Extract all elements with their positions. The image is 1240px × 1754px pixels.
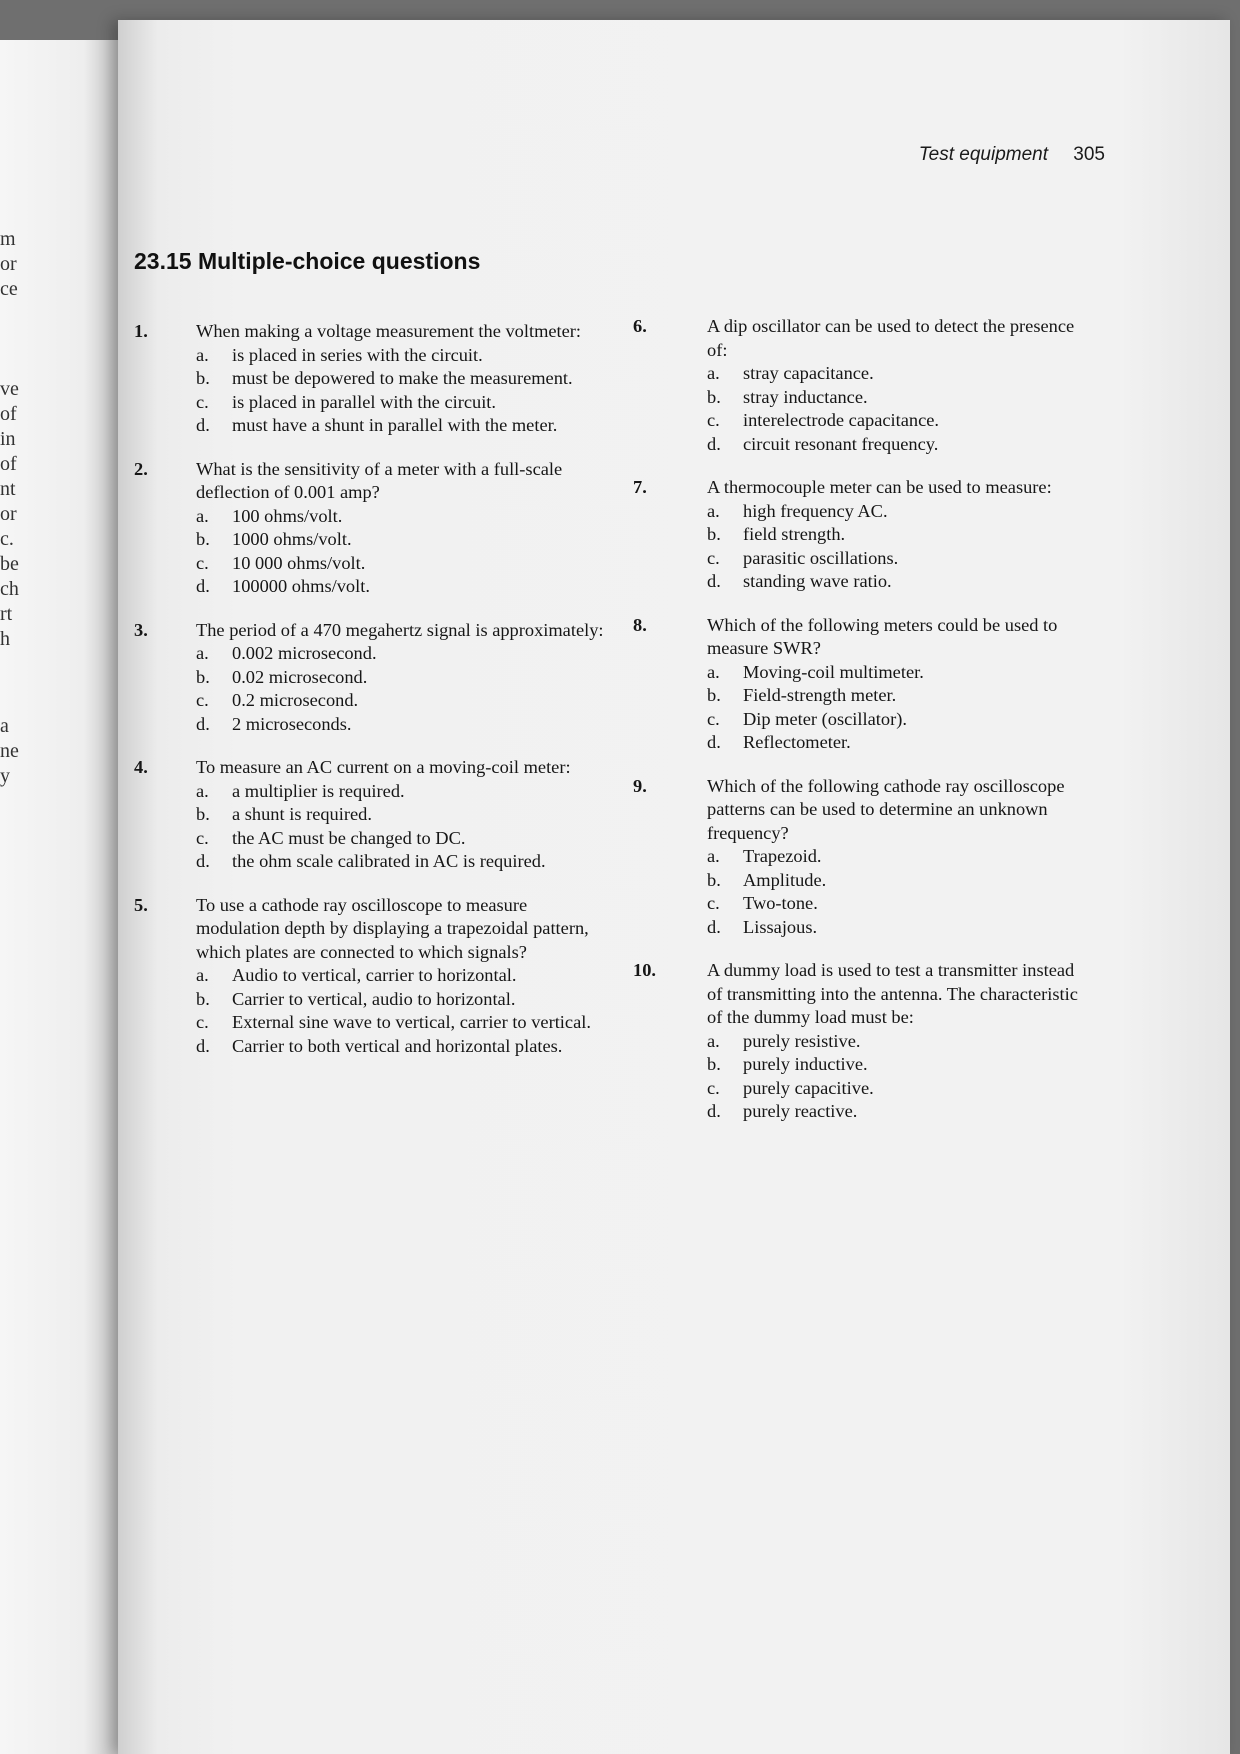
question-item	[633, 775, 1093, 940]
facing-page-fragment: of	[0, 403, 17, 425]
question-body	[707, 476, 1093, 594]
page-number: 305	[1073, 144, 1105, 165]
option-text: Dip meter (oscillator).	[743, 708, 907, 729]
question-number: 4.	[134, 757, 148, 777]
answer-option	[707, 892, 1093, 916]
question-item	[134, 894, 604, 1059]
option-letter: a.	[707, 363, 720, 383]
answer-option	[196, 528, 604, 552]
facing-page-fragment: be	[0, 553, 19, 575]
answer-option	[196, 988, 604, 1012]
question-stem: To use a cathode ray oscilloscope to measure modulation depth by displaying a trapezoidal pattern, which plates are connected to which signals?	[196, 894, 589, 962]
facing-page-fragment: ch	[0, 578, 19, 600]
question-item	[134, 619, 604, 737]
answer-option	[196, 689, 604, 713]
answer-options	[707, 362, 1093, 456]
running-head-title: Test equipment	[918, 144, 1049, 165]
facing-page-fragment: ve	[0, 378, 19, 400]
facing-page-fragment: c.	[0, 528, 14, 550]
question-number: 6.	[633, 316, 647, 336]
option-text: External sine wave to vertical, carrier to vertical.	[232, 1012, 591, 1032]
answer-option	[196, 666, 604, 690]
question-stem: To measure an AC current on a moving-coil meter:	[196, 757, 571, 777]
option-text: 100000 ohms/volt.	[232, 576, 370, 596]
answer-option	[707, 869, 1093, 893]
option-letter: b.	[196, 988, 210, 1009]
question-item	[134, 756, 604, 874]
option-text: Lissajous.	[743, 916, 818, 937]
answer-option	[707, 708, 1093, 732]
answer-options	[196, 780, 604, 874]
option-text: Carrier to both vertical and horizontal plates.	[232, 1035, 563, 1056]
option-letter: a.	[196, 643, 209, 663]
question-item	[633, 315, 1093, 456]
answer-option	[707, 661, 1093, 685]
option-text: Audio to vertical, carrier to horizontal.	[232, 965, 517, 985]
question-item	[134, 320, 604, 438]
option-text: purely capacitive.	[743, 1077, 874, 1098]
answer-option	[707, 845, 1093, 869]
option-text: stray capacitance.	[743, 363, 874, 383]
option-letter: c.	[707, 547, 720, 568]
facing-page-edge	[0, 40, 120, 1754]
question-stem: The period of a 470 megahertz signal is approximately:	[196, 619, 604, 640]
facing-page-fragment: of	[0, 453, 17, 475]
option-text: Reflectometer.	[743, 732, 851, 752]
option-text: parasitic oscillations.	[743, 547, 899, 568]
question-stem: Which of the following meters could be used to measure SWR?	[707, 614, 1058, 658]
answer-option	[707, 433, 1093, 457]
answer-option	[196, 344, 604, 368]
answer-option	[196, 803, 604, 827]
option-text: a multiplier is required.	[232, 780, 405, 801]
option-letter: b.	[196, 529, 210, 549]
option-letter: b.	[196, 666, 210, 687]
question-stem: A thermocouple meter can be used to measure:	[707, 477, 1052, 497]
answer-options	[707, 500, 1093, 594]
answer-option	[707, 1030, 1093, 1054]
answer-option	[707, 362, 1093, 386]
option-text: is placed in series with the circuit.	[232, 344, 483, 365]
option-letter: d.	[196, 851, 210, 871]
option-text: the AC must be changed to DC.	[232, 827, 466, 848]
answer-option	[707, 916, 1093, 940]
facing-page-fragment: m	[0, 228, 16, 250]
question-body	[707, 775, 1093, 940]
question-number: 10.	[633, 960, 656, 980]
option-letter: b.	[196, 804, 210, 824]
answer-option	[196, 713, 604, 737]
facing-page-fragment: or	[0, 503, 17, 525]
option-letter: a.	[707, 661, 720, 682]
option-letter: d.	[707, 433, 721, 454]
answer-option	[707, 409, 1093, 433]
facing-page-fragment: a	[0, 715, 9, 737]
option-text: circuit resonant frequency.	[743, 433, 939, 454]
option-letter: a.	[707, 500, 720, 521]
option-text: 10 000 ohms/volt.	[232, 552, 366, 573]
option-text: is placed in parallel with the circuit.	[232, 391, 497, 412]
question-body	[196, 756, 604, 874]
option-text: field strength.	[743, 524, 846, 544]
option-text: 1000 ohms/volt.	[232, 529, 352, 549]
option-letter: a.	[196, 965, 209, 985]
facing-page-fragment: ne	[0, 740, 19, 762]
option-letter: d.	[196, 713, 210, 734]
questions-column-left	[134, 320, 604, 1058]
answer-options	[196, 344, 604, 438]
question-number: 8.	[633, 614, 647, 635]
answer-option	[196, 964, 604, 988]
answer-option	[196, 642, 604, 666]
option-letter: b.	[707, 685, 721, 705]
option-letter: a.	[707, 846, 720, 866]
running-head	[919, 144, 1105, 166]
answer-option	[707, 386, 1093, 410]
option-letter: d.	[707, 732, 721, 752]
answer-option	[707, 731, 1093, 755]
answer-option	[196, 1011, 604, 1035]
option-text: 2 microseconds.	[232, 713, 352, 734]
option-text: high frequency AC.	[743, 500, 888, 521]
option-text: purely inductive.	[743, 1054, 868, 1074]
option-letter: b.	[707, 386, 721, 407]
answer-option	[707, 684, 1093, 708]
option-text: purely reactive.	[743, 1101, 858, 1121]
answer-option	[707, 1077, 1093, 1101]
option-letter: a.	[196, 780, 209, 801]
option-text: standing wave ratio.	[743, 571, 892, 591]
question-stem: A dip oscillator can be used to detect the presence of:	[707, 316, 1075, 360]
question-number: 7.	[633, 477, 647, 497]
option-letter: c.	[196, 391, 209, 412]
option-letter: c.	[707, 1077, 720, 1098]
answer-options	[196, 505, 604, 599]
answer-option	[196, 391, 604, 415]
questions-column-right	[633, 315, 1093, 1124]
question-item	[633, 614, 1093, 755]
answer-option	[707, 547, 1093, 571]
option-text: Trapezoid.	[743, 846, 822, 866]
option-letter: c.	[196, 690, 209, 710]
answer-options	[707, 661, 1093, 755]
answer-option	[707, 1053, 1093, 1077]
option-letter: b.	[707, 524, 721, 544]
option-letter: d.	[196, 576, 210, 596]
option-letter: c.	[707, 893, 720, 913]
question-body	[707, 315, 1093, 456]
option-text: must be depowered to make the measurement.	[232, 368, 573, 388]
section-heading: 23.15 Multiple-choice questions	[134, 248, 481, 274]
option-letter: c.	[707, 708, 720, 729]
option-text: Field-strength meter.	[743, 685, 897, 705]
option-letter: c.	[707, 410, 720, 430]
option-text: Two-tone.	[743, 893, 818, 913]
answer-option	[707, 500, 1093, 524]
option-letter: a.	[196, 505, 209, 526]
question-item	[633, 959, 1093, 1124]
answer-options	[196, 964, 604, 1058]
option-text: 0.02 microsecond.	[232, 666, 368, 687]
answer-option	[196, 1035, 604, 1059]
option-text: interelectrode capacitance.	[743, 410, 940, 430]
answer-option	[196, 780, 604, 804]
question-number: 5.	[134, 894, 148, 915]
facing-page-fragment: h	[0, 628, 10, 650]
question-body	[196, 320, 604, 438]
answer-options	[707, 1030, 1093, 1124]
question-stem: When making a voltage measurement the voltmeter:	[196, 321, 582, 341]
option-letter: b.	[707, 869, 721, 890]
facing-page-fragment: in	[0, 428, 16, 450]
option-letter: d.	[707, 571, 721, 591]
question-stem: What is the sensitivity of a meter with a full-scale deflection of 0.001 amp?	[196, 458, 563, 502]
answer-options	[707, 845, 1093, 939]
facing-page-fragment: ce	[0, 278, 18, 300]
option-text: must have a shunt in parallel with the meter.	[232, 415, 558, 435]
facing-page-fragment: or	[0, 253, 17, 275]
answer-option	[707, 1100, 1093, 1124]
question-number: 1.	[134, 321, 148, 341]
option-text: 0.2 microsecond.	[232, 690, 359, 710]
option-text: Moving-coil multimeter.	[743, 661, 924, 682]
question-number: 2.	[134, 458, 148, 479]
option-text: Amplitude.	[743, 869, 827, 890]
question-stem: Which of the following cathode ray oscilloscope patterns can be used to determine an unknown frequency?	[707, 775, 1065, 843]
answer-option	[196, 575, 604, 599]
answer-option	[196, 552, 604, 576]
option-text: Carrier to vertical, audio to horizontal.	[232, 988, 516, 1009]
facing-page-fragment: rt	[0, 603, 13, 625]
option-letter: d.	[196, 1035, 210, 1056]
answer-option	[707, 570, 1093, 594]
question-number: 9.	[633, 775, 647, 796]
question-number: 3.	[134, 619, 148, 640]
question-item	[134, 458, 604, 599]
option-text: a shunt is required.	[232, 804, 372, 824]
facing-page-fragment: nt	[0, 478, 16, 500]
option-letter: c.	[196, 827, 209, 848]
facing-page-fragment: y	[0, 765, 10, 787]
question-body	[196, 894, 604, 1059]
option-text: 0.002 microsecond.	[232, 643, 377, 663]
answer-option	[196, 827, 604, 851]
question-stem: A dummy load is used to test a transmitter instead of transmitting into the antenna. The characteristic of the dummy load must be:	[707, 960, 1078, 1027]
option-text: 100 ohms/volt.	[232, 505, 343, 526]
answer-option	[196, 414, 604, 438]
answer-option	[196, 505, 604, 529]
question-body	[707, 614, 1093, 755]
option-text: stray inductance.	[743, 386, 868, 407]
option-letter: d.	[707, 916, 721, 937]
option-letter: b.	[707, 1054, 721, 1074]
answer-option	[196, 367, 604, 391]
option-letter: a.	[707, 1030, 720, 1051]
answer-option	[196, 850, 604, 874]
answer-option	[707, 523, 1093, 547]
question-item	[633, 476, 1093, 594]
option-letter: c.	[196, 552, 209, 573]
answer-options	[196, 642, 604, 736]
option-letter: d.	[707, 1101, 721, 1121]
option-letter: c.	[196, 1012, 209, 1032]
question-body	[196, 619, 604, 737]
option-letter: a.	[196, 344, 209, 365]
question-body	[196, 458, 604, 599]
option-text: the ohm scale calibrated in AC is required.	[232, 851, 546, 871]
option-text: purely resistive.	[743, 1030, 861, 1051]
option-letter: b.	[196, 368, 210, 388]
option-letter: d.	[196, 415, 210, 435]
question-body	[707, 959, 1093, 1124]
